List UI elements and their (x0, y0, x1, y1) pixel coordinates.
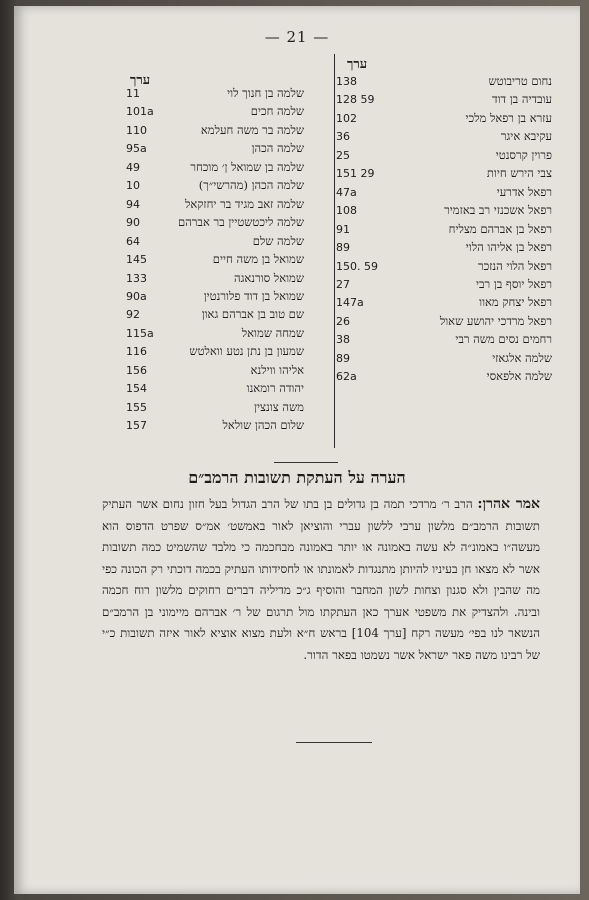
entry-ref: 115a (126, 326, 154, 340)
section-divider (274, 462, 338, 463)
entry-ref: 90 (126, 216, 140, 230)
entry-name: יהודה רומאנו (246, 381, 304, 396)
entry-name: רחמים נסים משה רבי (455, 332, 552, 347)
entry-name: רפאל אשכנזי רב באזמיר (444, 203, 552, 218)
entry-ref: 154 (126, 382, 147, 396)
entry-name: שלמה אלגאזי (492, 350, 552, 365)
entry-ref: 92 (126, 308, 140, 322)
entry-name: צבי הירש חיות (486, 166, 552, 181)
entry-ref: 91 (336, 222, 350, 236)
entry-name: שם טוב בן אברהם גאון (201, 307, 304, 322)
entry-name: שלום הכהן שולאל (222, 418, 304, 433)
entry-ref: 128 59 (336, 93, 375, 107)
entry-name: רפאל בן אליהו הלוי (465, 240, 552, 255)
entry-ref: 157 (126, 419, 147, 433)
entry-ref: 151 29 (336, 167, 375, 181)
entry-ref: 27 (336, 277, 350, 291)
entry-ref: 145 (126, 253, 147, 267)
note-body (102, 494, 540, 666)
entry-name: שלמה ליכטשטיין בר אברהם (177, 215, 304, 230)
column-divider (334, 54, 335, 448)
entry-name: שמחה שמואל (241, 325, 304, 340)
entry-name: רפאל מרדכי יהושע שאול (439, 313, 552, 328)
entry-name: שלמה בר משה חעלמא (200, 122, 304, 137)
entry-ref: 155 (126, 400, 147, 414)
entry-ref: 47a (336, 185, 357, 199)
entry-ref: 156 (126, 363, 147, 377)
end-divider (296, 742, 372, 743)
entry-name: שלמה אלפאסי (486, 369, 552, 384)
entry-name: עובדיה בן דוד (492, 92, 552, 107)
entry-name: שלמה חכים (250, 104, 304, 119)
entry-ref: 36 (336, 130, 350, 144)
entry-ref: 38 (336, 333, 350, 347)
entry-name: רפאל יוסף בן רבי (475, 276, 552, 291)
entry-name: שמעון בן נתן נטע וואלטש (189, 344, 304, 359)
book-page (14, 6, 580, 894)
entry-name: אליהו ווילנא (250, 362, 304, 377)
entry-ref: 25 (336, 148, 350, 162)
entry-ref: 89 (336, 241, 350, 255)
entry-name: שמואל סורנאגה (233, 270, 304, 285)
entry-ref: 90a (126, 289, 147, 303)
entry-ref: 110 (126, 123, 147, 137)
entry-name: שלמה זאב מגיד בר יחזקאל (184, 196, 304, 211)
entry-name: שמואל בן משה חיים (212, 252, 304, 267)
entry-ref: 101a (126, 105, 154, 119)
entry-ref: 64 (126, 234, 140, 248)
entry-ref: 10 (126, 179, 140, 193)
entry-ref: 133 (126, 271, 147, 285)
entry-name: נחום טריבוטש (488, 74, 552, 88)
entry-name: שלמה בן שמואל ן׳ מוכחר (190, 159, 304, 174)
entry-ref: 26 (336, 314, 350, 328)
entry-name: רפאל אדרעי (496, 184, 552, 199)
entry-ref: 62a (336, 370, 357, 384)
entry-ref: 150. 59 (336, 259, 378, 273)
entry-name: שלמה שלם (252, 233, 304, 248)
note-title: הערה על העתקת תשובות הרמב״ם (188, 468, 406, 487)
note-text: הרב ר׳ מרדכי תמה בן גדולים בן בתו של הרב הגדול בעל חזון נחום אשר העתיק תשובות הרמב״ם מלשון ערבי ללשון עברי והוציאן לאור באמשט׳ אמ״ס שפרט הדפוס הוא מעשה״ו באמונ״ה לא עשה באמונה או יותר באמונה מבחכמה כי מלבד שהשמיט כמה תשובות אשר לא מצאו חן בעיניו להיותן מתנגדות לאמונתו או לחסידותו העתיק בכמה דוכתי רק הכונה כפי מה שהבין ולא סגנון וצחות לשון המחבר והוסיף ג״כ מדיליה דברים רחוקים מלשון רוח חכמה ובינה. ולהצדיק את משפטי אערך כאן העתקתו מול תרגום של ר׳ אברהם מיימוני בן הרמב״ם הנשאר לנו בפי׳ מעשה רקח [ערך 104] בראש ח״א ולעת מצוא אוציא לאור איזה תשובות כ״י של רבינו משה פאר ישראל אשר נשמטו בפאר הדור. (102, 497, 540, 662)
entry-ref: 95a (126, 142, 147, 156)
entry-name: עזרא בן רפאל מלכי (465, 110, 552, 125)
entry-name: שלמה הכהן (מהרשי״ך) (198, 178, 304, 193)
entry-ref: 11 (126, 87, 140, 100)
entry-name: שלמה בן חנוך לוי (227, 86, 304, 100)
entry-ref: 138 (336, 75, 357, 88)
entry-ref: 49 (126, 160, 140, 174)
entry-name: שמואל בן דוד פלורנטין (203, 288, 304, 303)
entry-name: רפאל בן אברהם מצליח (448, 221, 552, 236)
entry-ref: 89 (336, 351, 350, 365)
left-column-header: ערך (130, 73, 151, 88)
entry-name: רפאל יצחק מאוו (479, 295, 552, 310)
entry-ref: 147a (336, 296, 364, 310)
note-opener: אמר אהרן: (477, 496, 541, 512)
entry-name: פרוין קרסנטי (495, 147, 552, 162)
entry-ref: 94 (126, 197, 140, 211)
entry-name: משה צונצין (254, 399, 304, 414)
entry-ref: 108 (336, 204, 357, 218)
right-column-header: ערך (347, 57, 368, 72)
entry-name: עקיבא איגר (500, 129, 552, 144)
entry-name: רפאל הלוי הנזכר (477, 258, 552, 273)
entry-ref: 102 (336, 111, 357, 125)
entry-ref: 116 (126, 345, 147, 359)
entry-name: שלמה הכהן (251, 141, 304, 156)
page-number: — 21 — (264, 28, 330, 46)
